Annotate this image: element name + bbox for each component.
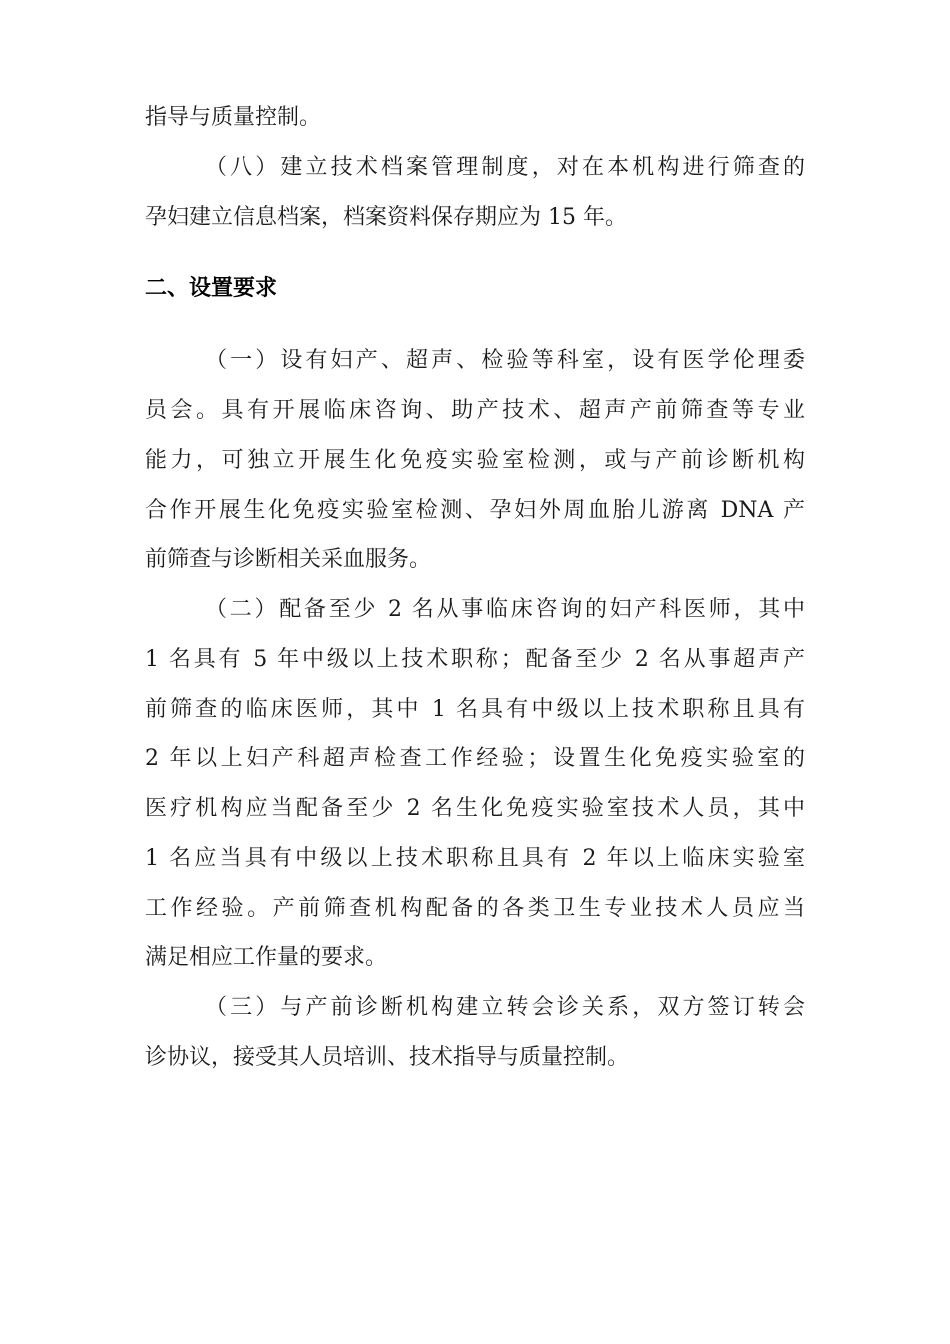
section-2-item-2-line-8: 满足相应工作量的要求。	[145, 945, 388, 970]
section-heading: 二、设置要求	[145, 276, 278, 301]
section-2-item-2-line-1: （二）配备至少 2 名从事临床咨询的妇产科医师，其中	[205, 597, 805, 622]
section-2-item-2-line-4: 2 年以上妇产科超声检查工作经验；设置生化免疫实验室的	[145, 746, 805, 771]
paragraph-continuation-line: 指导与质量控制。	[145, 105, 322, 130]
section-2-item-1-line-4: 合作开展生化免疫实验室检测、孕妇外周血胎儿游离 DNA 产	[145, 498, 805, 523]
section-2-item-2-line-5: 医疗机构应当配备至少 2 名生化免疫实验室技术人员，其中	[145, 796, 805, 821]
section-2-item-1-line-2: 员会。具有开展临床咨询、助产技术、超声产前筛查等专业	[145, 398, 805, 423]
section-2-item-2-line-3: 前筛查的临床医师，其中 1 名具有中级以上技术职称且具有	[145, 697, 805, 722]
section-2-item-2-line-2: 1 名具有 5 年中级以上技术职称；配备至少 2 名从事超声产	[145, 647, 805, 672]
section-2-item-1-line-5: 前筛查与诊断相关采血服务。	[145, 547, 432, 572]
paragraph-8-line-1: （八）建立技术档案管理制度，对在本机构进行筛查的	[205, 155, 805, 180]
section-2-item-2-line-7: 工作经验。产前筛查机构配备的各类卫生专业技术人员应当	[145, 896, 805, 921]
paragraph-8-line-2: 孕妇建立信息档案，档案资料保存期应为 15 年。	[145, 205, 627, 230]
section-2-item-3-line-1: （三）与产前诊断机构建立转会诊关系，双方签订转会	[205, 995, 805, 1020]
section-2-item-2-line-6: 1 名应当具有中级以上技术职称且具有 2 年以上临床实验室	[145, 846, 805, 871]
section-2-item-1-line-3: 能力，可独立开展生化免疫实验室检测，或与产前诊断机构	[145, 448, 805, 473]
section-2-item-1-line-1: （一）设有妇产、超声、检验等科室，设有医学伦理委	[205, 348, 805, 373]
section-2-item-3-line-2: 诊协议，接受其人员培训、技术指导与质量控制。	[145, 1045, 630, 1070]
